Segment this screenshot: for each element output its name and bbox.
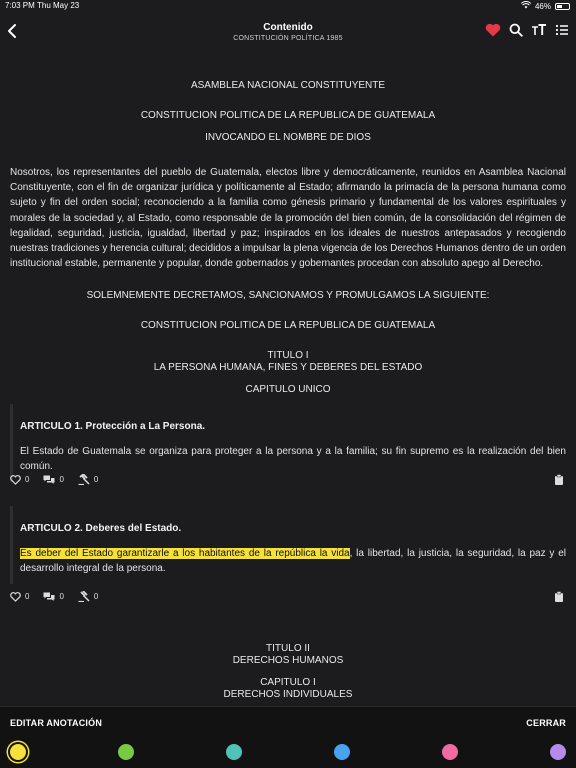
wifi-icon (521, 1, 531, 11)
color-swatch[interactable] (118, 744, 134, 760)
text-size-button[interactable] (531, 22, 547, 38)
heading-constitution: CONSTITUCION POLITICA DE LA REPUBLICA DE GUATEMALA (140, 110, 436, 121)
preamble-text[interactable]: Nosotros, los representantes del pueblo de Guatemala, electos libre y democráticamente, reunidos en Asamblea Nacional Constituyente, con el fin de organizar jurídica y políticamente al Estado; afirmando la primacía de la persona humana como sujeto y fin del orden social; reconociendo a la familia como génesis primario y fundamental de los valores espirituales y morales de la sociedad y, al Estado, como responsable de la promoción del bien común, de la consolidación del régimen de legalidad, seguridad, justicia, igualdad, libertad y paz; inspirados en los ideales de nuestros antepasados y recogiendo nuestras tradiciones y herencia cultural; decididos a impulsar la plena vigencia de los Derechos Humanos dentro de un orden institucional estable, permanente y popular, donde gobernados y gobernantes procedan con absoluto apego al Derecho. (10, 167, 566, 270)
clipboard-icon (554, 474, 564, 485)
decree-heading: SOLEMNEMENTE DECRETAMOS, SANCIONAMOS Y PROMULGAMOS LA SIGUIENTE: (86, 290, 490, 301)
capitulo-unico-heading: CAPITULO UNICO (245, 384, 331, 395)
search-button[interactable] (508, 22, 524, 38)
table-of-contents-button[interactable] (554, 22, 570, 38)
article-text-rest: , la libertad, la justicia, la seguridad, la paz y el desarrollo integral de la persona. (20, 548, 566, 575)
navigation-bar (0, 12, 576, 50)
comment-count: 0 (59, 475, 64, 484)
document-content[interactable] (0, 50, 576, 706)
page-subtitle: CONSTITUCIÓN POLÍTICA 1985 (233, 35, 343, 42)
edit-annotation-button[interactable]: EDITAR ANOTACIÓN (10, 718, 103, 728)
rulings-button[interactable] (78, 474, 98, 485)
capitulo-1-name: DERECHOS INDIVIDUALES (223, 689, 353, 700)
titulo-2-heading: TITULO II (266, 643, 310, 654)
clipboard-icon (554, 591, 564, 602)
copy-button[interactable] (554, 472, 564, 483)
battery-icon (555, 3, 570, 10)
close-button[interactable]: CERRAR (526, 718, 566, 728)
comments-button[interactable] (43, 475, 63, 485)
color-swatch[interactable] (442, 744, 458, 760)
article-text[interactable] (20, 546, 566, 576)
like-count: 0 (25, 475, 30, 484)
article-title: ARTICULO 2. Deberes del Estado. (20, 523, 182, 534)
heart-icon (485, 23, 501, 37)
article-indicator (10, 506, 13, 584)
rulings-button[interactable] (78, 591, 98, 602)
ruling-count: 0 (93, 592, 99, 601)
list-icon (555, 23, 569, 37)
article-card (10, 404, 566, 494)
color-picker (10, 743, 566, 761)
highlighted-text[interactable]: Es deber del Estado garantizarle a los habitantes de la república la vida (20, 548, 350, 559)
article-indicator (10, 404, 13, 482)
like-count: 0 (25, 592, 30, 601)
like-button[interactable] (10, 475, 29, 485)
battery-percent: 46% (534, 1, 551, 11)
ruling-count: 0 (93, 475, 99, 484)
comments-icon (43, 475, 55, 485)
comments-button[interactable] (43, 592, 63, 602)
text-size-icon (531, 23, 547, 37)
color-swatch[interactable] (10, 744, 26, 760)
favorite-button[interactable] (485, 22, 501, 38)
titulo-2-name: DERECHOS HUMANOS (232, 655, 344, 666)
heart-outline-icon (10, 592, 21, 602)
page-title: Contenido (263, 22, 313, 33)
like-button[interactable] (10, 592, 29, 602)
heading-assembly: ASAMBLEA NACIONAL CONSTITUYENTE (190, 80, 386, 91)
color-swatch[interactable] (226, 744, 242, 760)
status-time: 7:03 PM (5, 1, 35, 10)
heart-outline-icon (10, 475, 21, 485)
capitulo-1-heading: CAPITULO I (260, 677, 316, 688)
gavel-icon (78, 591, 90, 602)
gavel-icon (78, 474, 90, 485)
comment-count: 0 (59, 592, 64, 601)
annotation-toolbar (0, 706, 576, 768)
article-text[interactable]: El Estado de Guatemala se organiza para proteger a la persona y a la familia; su fin supremo es la realización del bien común. (20, 446, 566, 473)
article-card (10, 506, 566, 616)
copy-button[interactable] (554, 589, 564, 600)
heading-constitution-2: CONSTITUCION POLITICA DE LA REPUBLICA DE GUATEMALA (140, 320, 436, 331)
titulo-1-heading: TITULO I (267, 350, 309, 361)
search-icon (509, 23, 523, 37)
color-swatch[interactable] (550, 744, 566, 760)
heading-invocation: INVOCANDO EL NOMBRE DE DIOS (205, 132, 371, 143)
comments-icon (43, 592, 55, 602)
titulo-1-name: LA PERSONA HUMANA, FINES Y DEBERES DEL ESTADO (153, 362, 423, 373)
article-title: ARTICULO 1. Protección a La Persona. (20, 421, 206, 432)
status-date: Thu May 23 (37, 1, 80, 10)
status-bar (0, 0, 576, 12)
color-swatch[interactable] (334, 744, 350, 760)
